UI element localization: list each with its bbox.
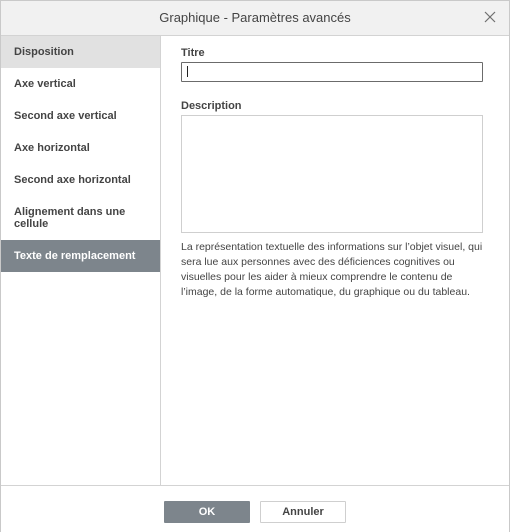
sidebar-item-second-vertical-axis[interactable]: [1, 100, 160, 132]
alt-text-help: La représentation textuelle des informations sur l’objet visuel, qui sera lue aux personnes avec des déficiences cognitives ou visuelles pour les aider à mieux comprendre le contenu de l’image, de la forme automatique, du graphique ou du tableau.: [181, 241, 483, 298]
sidebar-item-label: Disposition: [14, 46, 74, 58]
cancel-button[interactable]: Annuler: [260, 501, 346, 523]
sidebar-item-label: Texte de remplacement: [14, 250, 136, 262]
description-textarea[interactable]: [181, 115, 483, 233]
sidebar-item-label: Axe horizontal: [14, 142, 90, 154]
title-input[interactable]: [181, 62, 483, 82]
sidebar-item-label: Alignement dans une cellule: [14, 206, 126, 230]
sidebar-item-alt-text[interactable]: [1, 240, 160, 272]
dialog-titlebar[interactable]: [1, 1, 509, 36]
sidebar-item-disposition[interactable]: [1, 36, 160, 68]
text-caret: [187, 66, 188, 77]
sidebar-item-horizontal-axis[interactable]: [1, 132, 160, 164]
sidebar-item-second-horizontal-axis[interactable]: [1, 164, 160, 196]
sidebar-item-label: Second axe horizontal: [14, 174, 131, 186]
sidebar-item-label: Axe vertical: [14, 78, 76, 90]
dialog-footer: [1, 485, 509, 532]
sidebar-item-label: Second axe vertical: [14, 110, 117, 122]
settings-sidebar: [1, 36, 161, 485]
sidebar-item-cell-alignment[interactable]: [1, 196, 160, 240]
close-icon[interactable]: [483, 10, 497, 24]
description-label: Description: [181, 100, 242, 112]
title-label: Titre: [181, 47, 205, 59]
ok-button[interactable]: OK: [164, 501, 250, 523]
sidebar-item-vertical-axis[interactable]: [1, 68, 160, 100]
dialog-title: Graphique - Paramètres avancés: [159, 10, 351, 25]
